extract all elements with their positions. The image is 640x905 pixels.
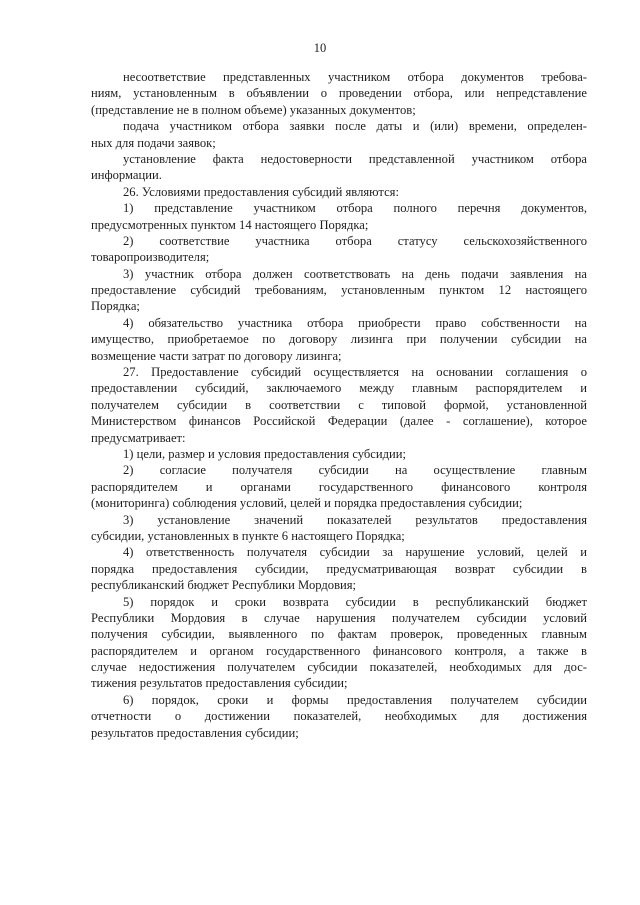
- text-line: предусматривает:: [91, 430, 186, 445]
- text-line: имущество, приобретаемое по договору лизинга при получении субсидии на: [91, 332, 587, 347]
- text-line: тижения результатов предоставления субсидии;: [91, 676, 348, 691]
- document-body: [91, 69, 587, 741]
- text-line: 3) установление значений показателей результатов предоставления: [123, 512, 587, 527]
- text-line: результатов предоставления субсидии;: [91, 725, 299, 740]
- text-line: 5) порядок и сроки возврата субсидии в республиканский бюджет: [123, 594, 587, 609]
- text-line: 1) представление участником отбора полного перечня документов,: [123, 201, 587, 216]
- page-number: 10: [313, 41, 327, 55]
- text-line: 6) порядок, сроки и формы предоставления получателем субсидии: [123, 692, 587, 707]
- text-line: 26. Условиями предоставления субсидий являются:: [123, 184, 399, 199]
- text-line: получателем субсидии в соответствии с типовой формой, установленной: [91, 397, 587, 412]
- text-line: (представление не в полном объеме) указанных документов;: [91, 102, 416, 117]
- text-line: 2) согласие получателя субсидии на осуществление главным: [123, 463, 587, 478]
- text-line: (мониторинга) соблюдения условий, целей и порядка предоставления субсидии;: [91, 496, 523, 511]
- text-line: Порядка;: [91, 299, 140, 314]
- text-line: товаропроизводителя;: [91, 250, 210, 265]
- text-line: ниям, установленным в объявлении о проведении отбора, или непредставление: [91, 86, 587, 101]
- text-line: случае недостижения получателем субсидии показателей, необходимых для дос-: [91, 660, 587, 675]
- text-line: подача участником отбора заявки после даты и (или) времени, определен-: [123, 119, 587, 134]
- text-line: 27. Предоставление субсидий осуществляется на основании соглашения о: [123, 365, 587, 380]
- text-line: предоставлении субсидий, заключаемого между главным распорядителем и: [91, 381, 587, 396]
- text-line: 4) ответственность получателя субсидии за нарушение условий, целей и: [123, 545, 587, 560]
- text-line: 2) соответствие участника отбора статусу сельскохозяйственного: [123, 233, 587, 248]
- text-line: 1) цели, размер и условия предоставления субсидии;: [123, 446, 407, 461]
- text-line: установление факта недостоверности представленной участником отбора: [123, 151, 587, 166]
- text-line: отчетности о достижении показателей, необходимых для достижения: [91, 709, 587, 724]
- text-line: распорядителем и органами государственного финансового контроля: [91, 479, 587, 494]
- text-line: предоставление субсидий требованиям, установленным пунктом 12 настоящего: [91, 283, 587, 298]
- text-line: 3) участник отбора должен соответствовать на день подачи заявления на: [123, 266, 587, 281]
- text-line: информации.: [91, 168, 162, 183]
- text-line: несоответствие представленных участником отбора документов требова-: [123, 70, 587, 84]
- text-line: предусмотренных пунктом 14 настоящего Порядка;: [91, 217, 369, 232]
- text-line: получения субсидии, выявленного по фактам проверок, проведенных главным: [91, 627, 587, 642]
- text-line: 4) обязательство участника отбора приобрести право собственности на: [123, 315, 587, 330]
- text-line: распорядителем и органом государственного финансового контроля, а также в: [91, 643, 587, 658]
- text-line: ных для подачи заявок;: [91, 135, 216, 150]
- text-line: республиканский бюджет Республики Мордовия;: [91, 578, 357, 593]
- text-line: субсидии, установленных в пункте 6 настоящего Порядка;: [91, 528, 405, 543]
- text-line: порядка предоставления субсидии, предусматривающая возврат субсидии в: [91, 561, 587, 576]
- text-line: возмещение части затрат по договору лизинга;: [91, 348, 342, 363]
- text-line: Министерством финансов Российской Федерации (далее - соглашение), которое: [91, 414, 587, 429]
- text-line: Республики Мордовия в случае нарушения получателем субсидии условий: [91, 610, 587, 625]
